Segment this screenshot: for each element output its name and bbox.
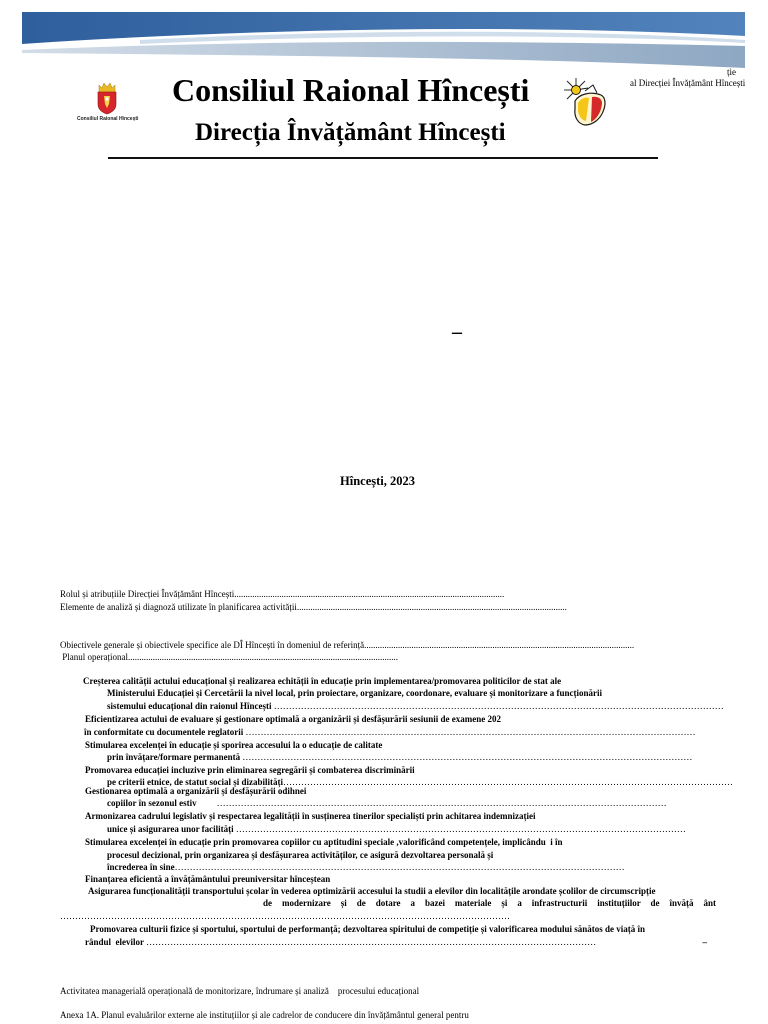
toc-entry-text: rândul elevilor xyxy=(85,937,147,947)
page-title: Consiliul Raional Hîncești xyxy=(172,72,530,108)
toc-entry xyxy=(60,639,635,651)
toc-entry xyxy=(107,849,747,861)
toc-entry-text: Eficientizarea actului de evaluare și gestionare optimală a organizării și desfășurării sesiunii de examene 202 xyxy=(85,714,501,724)
toc-entry-text: Rolul și atribuțiile Direcției Învățământ Hîncești xyxy=(60,589,235,599)
toc-entry-text: prin învățare/formare permanentă xyxy=(107,752,243,762)
toc-entry-justified: de modernizare și de dotare a bazei materiale și a infrastructurii instituțiilor de învăță ânt xyxy=(263,898,716,908)
toc-entry-text: Activitatea managerială operațională de monitorizare, îndrumare și analiză procesului educațional xyxy=(60,986,420,996)
toc-entry-text: încrederea în sine xyxy=(107,862,175,872)
toc-entry xyxy=(107,823,686,835)
toc-entry xyxy=(60,910,512,922)
toc-leader: …………………………………………………………………………………………………………………………………… xyxy=(235,824,686,834)
toc-entry xyxy=(85,810,745,822)
toc-entry xyxy=(60,601,567,613)
toc-entry-text: Asigurarea funcționalității transportului școlar în vederea optimizării accesului la studii a elevilor din localitățile arondate școlilor de circumscripție xyxy=(88,886,656,896)
toc-leader: ........................................................................................................................ xyxy=(296,602,567,612)
toc-entry-text: Obiectivele generale și obiectivele specifice ale DÎ Hîncești în domeniul de referință xyxy=(60,640,365,650)
toc-entry xyxy=(85,739,745,751)
toc-entry xyxy=(85,764,745,776)
header-divider xyxy=(108,157,658,159)
toc-entry xyxy=(60,985,740,997)
emblem-logo xyxy=(563,77,609,129)
toc-entry xyxy=(88,885,758,897)
page-subtitle: Direcția Învățământ Hîncești xyxy=(195,119,506,146)
toc-entry-text: procesul decizional, prin organizarea și desfășurarea activităților, ce asigură dezvoltarea personală și xyxy=(107,850,494,860)
toc-leader: …………………………………………………………………………………………………………………………………… xyxy=(273,701,724,711)
toc-entry-text: Stimularea excelenței în educație prin promovarea copiilor cu aptitudini speciale ,valorificând competențele, implicându i în xyxy=(85,837,563,847)
toc-entry-text: Creșterea calității actului educațional și realizarea echității în educație prin implementarea/promovarea politicilor de stat ale xyxy=(83,676,562,686)
place-and-year: Hîncești, 2023 xyxy=(340,474,415,488)
toc-entry xyxy=(107,797,673,809)
toc-entry xyxy=(107,700,724,712)
toc-entry xyxy=(60,1009,740,1021)
toc-entry-text: Armonizarea cadrului legislativ și respectarea legalității în susținerea tinerilor specialiști prin achitarea indemnizației xyxy=(85,811,536,821)
header-banner xyxy=(0,0,768,80)
toc-entry-text: Promovarea culturii fizice și sportului, sportului de performanță; dezvoltarea spiritului de competiție și valorificarea modului sănătos de viață în xyxy=(90,924,646,934)
toc-entry xyxy=(83,675,743,687)
toc-leader: …………………………………………………………………………………………………………………………………… xyxy=(282,777,733,787)
toc-entry xyxy=(84,726,696,738)
toc-entry-text: în conformitate cu documentele reglatorii xyxy=(84,727,246,737)
toc-leader: …………………………………………………………………………………………………………………………………… xyxy=(146,937,597,947)
toc-entry-text: pe criterii etnice, de statut social și dizabilități xyxy=(107,777,283,787)
toc-entry xyxy=(90,923,750,935)
toc-leader: …………………………………………………………………………………………………………………………………… xyxy=(174,862,625,872)
toc-entry xyxy=(107,687,747,699)
toc-entry-suffix: – xyxy=(702,937,707,947)
toc-leader: ........................................................................................................................ xyxy=(364,640,635,650)
coat-of-arms-logo xyxy=(93,81,121,115)
toc-entry xyxy=(85,873,745,885)
toc-entry xyxy=(60,588,505,600)
toc-entry xyxy=(85,785,745,797)
toc-entry-text: unice și asigurarea unor facilități xyxy=(107,824,236,834)
toc-leader: …………………………………………………………………………………………………………………………………… xyxy=(60,911,510,921)
toc-entry-text: sistemului educațional din raionul Hîncești xyxy=(107,701,274,711)
toc-entry xyxy=(85,936,707,948)
toc-leader: …………………………………………………………………………………………………………………………………… xyxy=(245,727,696,737)
header-note-line2: al Direcției Învățământ Hîncești xyxy=(630,78,746,88)
toc-leader: …………………………………………………………………………………………………………………………………… xyxy=(242,752,693,762)
toc-leader: ........................................................................................................................ xyxy=(234,589,505,599)
toc-leader: …………………………………………………………………………………………………………………………………… xyxy=(216,798,667,808)
toc-entry-text: copiilor în sezonul estiv xyxy=(107,798,197,808)
toc-entry-text: Stimularea excelenței în educație și sporirea accesului la o educație de calitate xyxy=(85,740,383,750)
toc-entry-text: Ministerului Educației și Cercetării la nivel local, prin proiectare, organizare, coordonare, evaluare și monitorizare a funcționării xyxy=(107,688,603,698)
toc-entry xyxy=(107,751,693,763)
coat-of-arms-caption: Consiliul Raional Hîncești xyxy=(77,116,139,122)
toc-entry xyxy=(60,651,398,663)
header-note-line1: ție xyxy=(727,67,736,77)
title-dash: – xyxy=(452,321,462,343)
toc-leader: ........................................................................................................................ xyxy=(127,652,398,662)
toc-entry xyxy=(85,836,745,848)
toc-entry xyxy=(107,861,678,873)
toc-entry-text: Elemente de analiză și diagnoză utilizate în planificarea activității xyxy=(60,602,297,612)
toc-entry-text: Gestionarea optimală a organizării și desfășurării odihnei xyxy=(85,786,307,796)
toc-entry-text: Anexa 1A. Planul evaluărilor externe ale instituțiilor și ale cadrelor de conducere din învățământul general pentru xyxy=(60,1010,469,1020)
toc-entry-text: Promovarea educației incluzive prin eliminarea segregării și combaterea discriminării xyxy=(85,765,415,775)
toc-entry-text: Finanțarea eficientă a învățământului preuniversitar hînceștean xyxy=(85,874,331,884)
toc-entry xyxy=(85,713,745,725)
toc-entry-text: Planul operațional xyxy=(60,652,128,662)
